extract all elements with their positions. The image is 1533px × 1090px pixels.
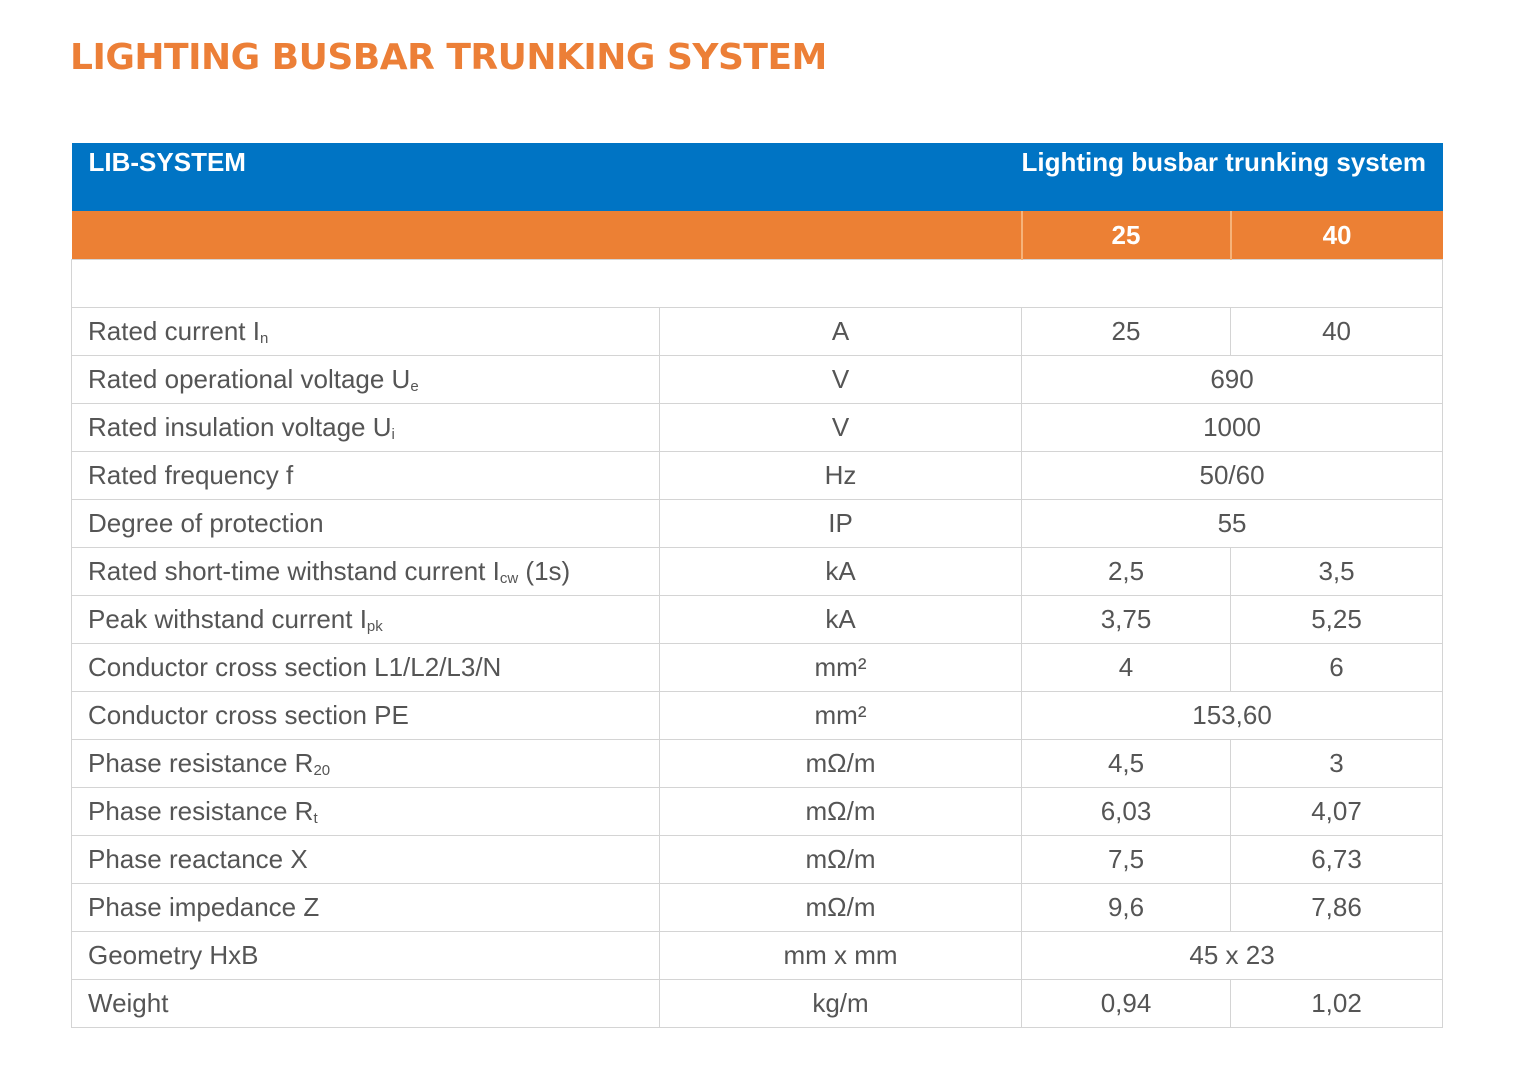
parameter-label [72, 404, 660, 452]
unit-cell: mΩ/m [660, 788, 1022, 836]
parameter-label [72, 596, 660, 644]
variant-header-row [72, 211, 1443, 260]
spec-row [72, 884, 1443, 932]
unit-cell: mm x mm [660, 932, 1022, 980]
spec-row [72, 788, 1443, 836]
spec-row [72, 548, 1443, 596]
parameter-suffix: (1s) [518, 556, 571, 586]
spec-row [72, 836, 1443, 884]
unit-cell: IP [660, 500, 1022, 548]
value-cell-40: 3 [1231, 740, 1443, 788]
value-cell-25: 4 [1022, 644, 1231, 692]
spec-row [72, 452, 1443, 500]
variant-header-blank [72, 211, 1022, 260]
parameter-name: Phase resistance R [88, 748, 314, 778]
value-cell-shared: 45 x 23 [1022, 932, 1443, 980]
value-cell-shared: 1000 [1022, 404, 1443, 452]
unit-cell: mΩ/m [660, 740, 1022, 788]
parameter-name: Peak withstand current I [88, 604, 367, 634]
spacer-row [72, 260, 1443, 308]
value-cell-25: 7,5 [1022, 836, 1231, 884]
unit-cell: mm² [660, 692, 1022, 740]
unit-cell: kA [660, 548, 1022, 596]
parameter-label [72, 788, 660, 836]
parameter-label [72, 452, 660, 500]
unit-cell: mΩ/m [660, 836, 1022, 884]
parameter-name: Rated frequency f [88, 460, 294, 490]
unit-cell: Hz [660, 452, 1022, 500]
unit-cell: V [660, 404, 1022, 452]
value-cell-40: 7,86 [1231, 884, 1443, 932]
parameter-subscript: 20 [313, 762, 331, 779]
unit-cell: kg/m [660, 980, 1022, 1028]
parameter-label [72, 548, 660, 596]
parameter-label [72, 932, 660, 980]
parameter-name: Phase reactance X [88, 844, 308, 874]
system-header-row [72, 143, 1443, 211]
parameter-label [72, 692, 660, 740]
value-cell-25: 2,5 [1022, 548, 1231, 596]
spec-row [72, 932, 1443, 980]
value-cell-40: 40 [1231, 308, 1443, 356]
parameter-name: Conductor cross section PE [88, 700, 409, 730]
spacer-cell [72, 260, 1443, 308]
system-id: LIB-SYSTEM [72, 143, 1022, 211]
value-cell-shared: 50/60 [1022, 452, 1443, 500]
parameter-name: Rated current I [88, 316, 260, 346]
value-cell-shared: 153,60 [1022, 692, 1443, 740]
spec-row [72, 644, 1443, 692]
value-cell-25: 25 [1022, 308, 1231, 356]
parameter-subscript: t [313, 810, 318, 827]
spec-row [72, 308, 1443, 356]
parameter-subscript: i [391, 426, 395, 443]
value-cell-25: 4,5 [1022, 740, 1231, 788]
value-cell-25: 6,03 [1022, 788, 1231, 836]
unit-cell: kA [660, 596, 1022, 644]
variant-header-25: 25 [1022, 211, 1231, 260]
parameter-label [72, 356, 660, 404]
parameter-name: Geometry HxB [88, 940, 259, 970]
parameter-label [72, 836, 660, 884]
value-cell-40: 1,02 [1231, 980, 1443, 1028]
parameter-name: Rated short-time withstand current I [88, 556, 500, 586]
parameter-name: Rated insulation voltage U [88, 412, 392, 442]
unit-cell: V [660, 356, 1022, 404]
parameter-subscript: cw [499, 570, 519, 587]
parameter-name: Phase impedance Z [88, 892, 320, 922]
value-cell-40: 4,07 [1231, 788, 1443, 836]
unit-cell: mΩ/m [660, 884, 1022, 932]
spec-row [72, 404, 1443, 452]
parameter-label [72, 500, 660, 548]
value-cell-40: 5,25 [1231, 596, 1443, 644]
parameter-name: Weight [88, 988, 169, 1018]
system-description: Lighting busbar trunking system [1022, 143, 1443, 211]
parameter-label [72, 980, 660, 1028]
value-cell-40: 3,5 [1231, 548, 1443, 596]
value-cell-40: 6 [1231, 644, 1443, 692]
value-cell-25: 0,94 [1022, 980, 1231, 1028]
spec-row [72, 500, 1443, 548]
parameter-label [72, 740, 660, 788]
unit-cell: A [660, 308, 1022, 356]
spec-row [72, 980, 1443, 1028]
parameter-name: Rated operational voltage U [88, 364, 411, 394]
parameter-subscript: e [410, 378, 419, 395]
spec-row [72, 356, 1443, 404]
spec-table [71, 143, 1443, 1028]
parameter-label [72, 644, 660, 692]
spec-row [72, 692, 1443, 740]
variant-header-40: 40 [1231, 211, 1443, 260]
value-cell-shared: 55 [1022, 500, 1443, 548]
spec-row [72, 596, 1443, 644]
value-cell-25: 9,6 [1022, 884, 1231, 932]
parameter-name: Conductor cross section L1/L2/L3/N [88, 652, 502, 682]
parameter-subscript: pk [366, 618, 383, 635]
parameter-label [72, 884, 660, 932]
spec-row [72, 740, 1443, 788]
spec-table-body [72, 143, 1443, 1028]
value-cell-25: 3,75 [1022, 596, 1231, 644]
value-cell-40: 6,73 [1231, 836, 1443, 884]
unit-cell: mm² [660, 644, 1022, 692]
parameter-label [72, 308, 660, 356]
parameter-name: Phase resistance R [88, 796, 314, 826]
page-title: LIGHTING BUSBAR TRUNKING SYSTEM [70, 37, 827, 78]
parameter-subscript: n [259, 330, 269, 347]
value-cell-shared: 690 [1022, 356, 1443, 404]
parameter-name: Degree of protection [88, 508, 324, 538]
